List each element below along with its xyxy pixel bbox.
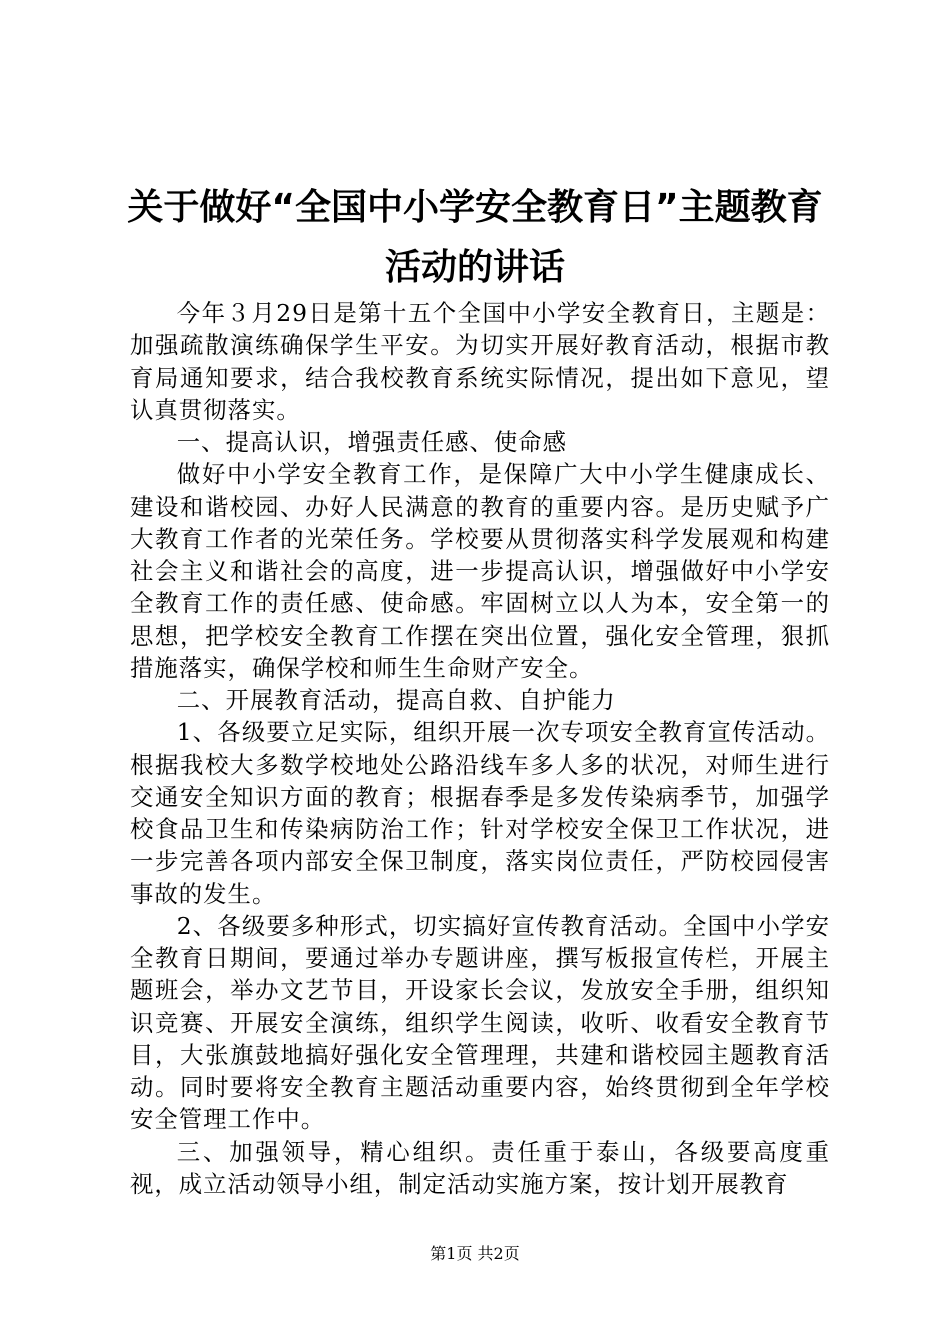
paragraph-section-1: 做好中小学安全教育工作，是保障广大中小学生健康成长、建设和谐校园、办好人民满意的教育的重要内容。是历史赋予广大教育工作者的光荣任务。学校要从贯彻落实科学发展观和构建社会主义和谐社会的高度，进一步提高认识，增强做好中小学安全教育工作的责任感、使命感。牢固树立以人为本，安全第一的思想，把学校安全教育工作摆在突出位置，强化安全管理，狠抓措施落实，确保学校和师生生命财产安全。 [130, 460, 830, 682]
paragraph-item-2: 2、各级要多种形式，切实搞好宣传教育活动。全国中小学安全教育日期间，要通过举办专题讲座，撰写板报宣传栏，开展主题班会，举办文艺节目，开设家长会议，发放安全手册，组织知识竞赛、开展安全演练，组织学生阅读，收听、收看安全教育节目，大张旗鼓地搞好强化安全管理理，共建和谐校园主题教育活动。同时要将安全教育主题活动重要内容，始终贯彻到全年学校安全管理工作中。 [130, 911, 830, 1134]
paragraph-item-1: 1、各级要立足实际，组织开展一次专项安全教育宣传活动。根据我校大多数学校地处公路沿线车多人多的状况，对师生进行交通安全知识方面的教育；根据春季是多发传染病季节，加强学校食品卫生和传染病防治工作；针对学校安全保卫工作状况，进一步完善各项内部安全保卫制度，落实岗位责任，严防校园侵害事故的发生。 [130, 718, 830, 908]
paragraph-section-3: 三、加强领导，精心组织。责任重于泰山，各级要高度重视，成立活动领导小组，制定活动实施方案，按计划开展教育 [130, 1137, 830, 1198]
section-heading-1: 一、提高认识，增强责任感、使命感 [176, 428, 568, 456]
document-body [130, 297, 830, 1200]
paragraph-intro: 今年３月29日是第十五个全国中小学安全教育日，主题是：加强疏散演练确保学生平安。为切实开展好教育活动，根据市教育局通知要求，结合我校教育系统实际情况，提出如下意见，望认真贯彻落实。 [130, 299, 830, 424]
document-title-line-2: 活动的讲话 [384, 247, 565, 288]
document-title-line-1: 关于做好“全国中小学安全教育日”主题教育 [127, 187, 823, 228]
page-footer: 第1页 共2页 [430, 1244, 520, 1263]
section-heading-2: 二、开展教育活动，提高自救、自护能力 [176, 686, 616, 714]
